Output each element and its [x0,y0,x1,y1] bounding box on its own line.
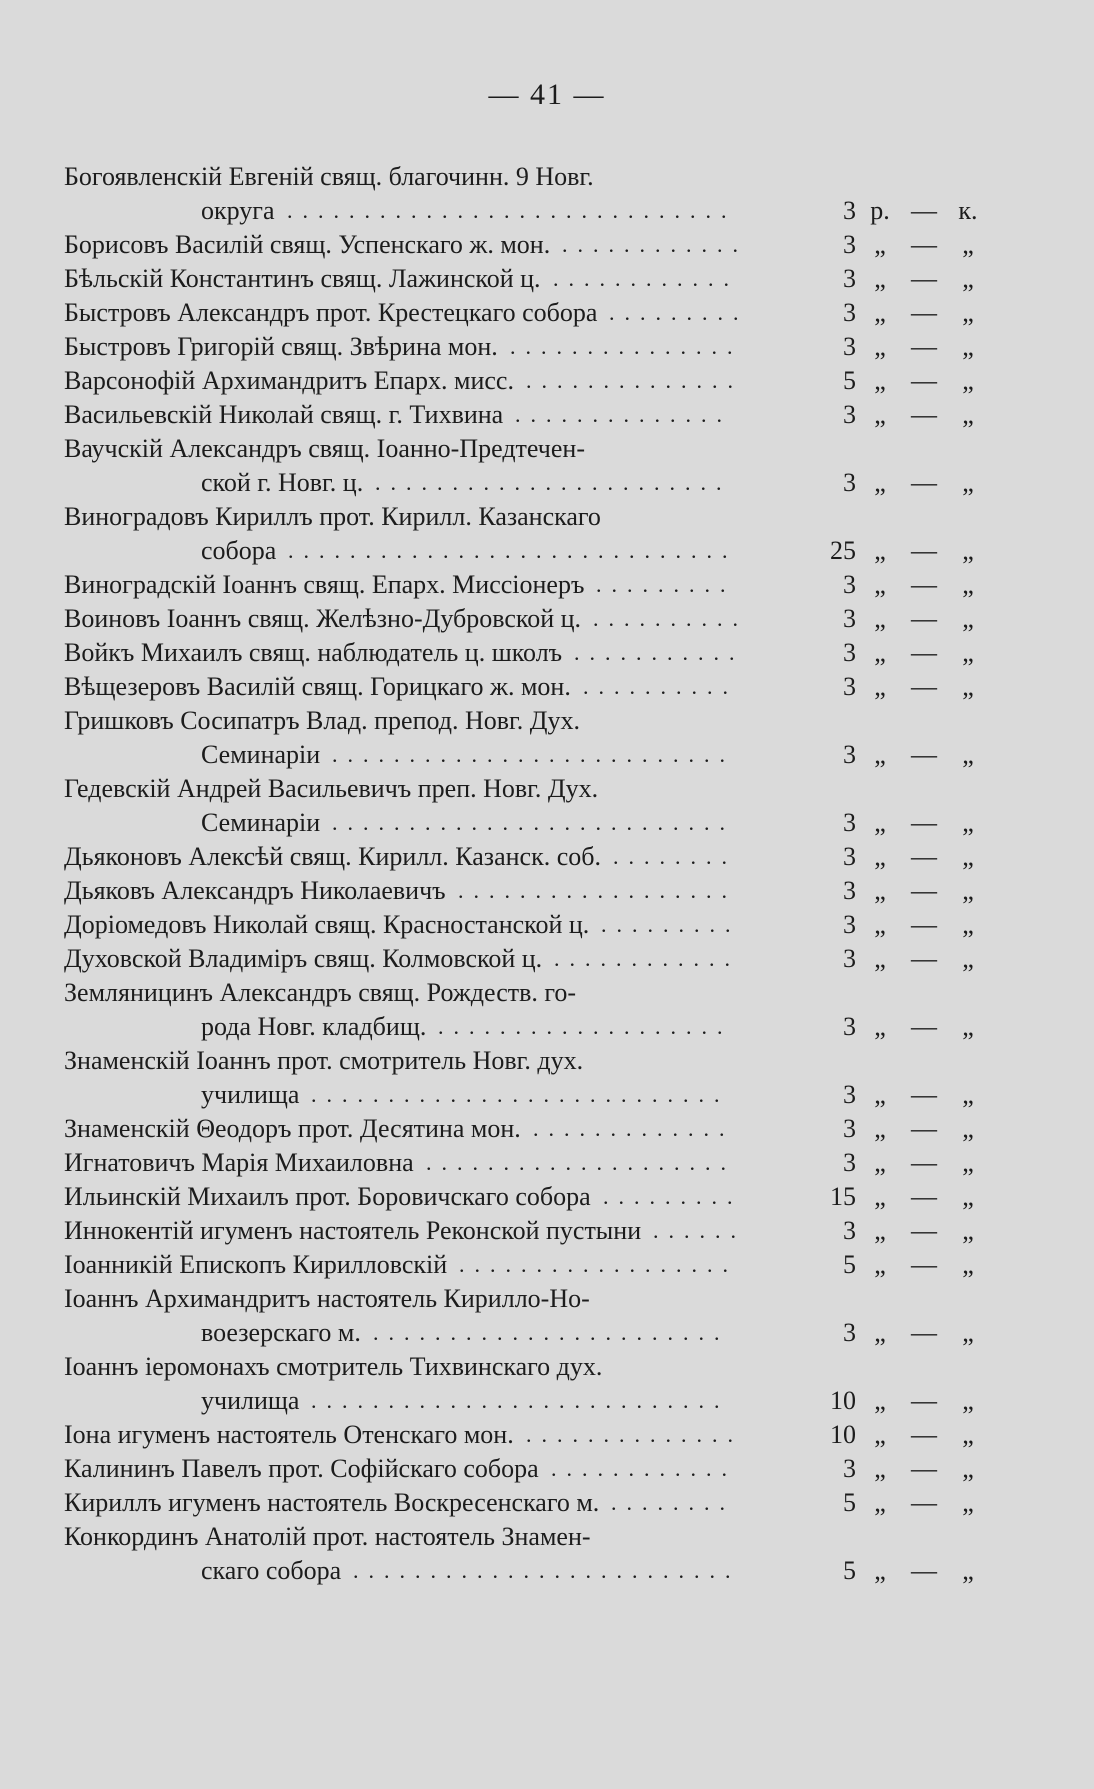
entry-amount: 3 [843,842,856,871]
entry-text: Дьяконовъ Алексѣй свящ. Кирилл. Казанск. соб. [64,842,601,871]
entry-unit-rubles: „ [874,808,886,837]
entry-amount: 5 [843,1250,856,1279]
entry-dash: — [911,638,937,667]
page-number: — 41 — [488,78,606,111]
entry-text: Виноградовъ Кириллъ прот. Кирилл. Казанскаго [64,502,601,531]
list-item [64,398,974,432]
entry-unit-kopecks: „ [962,876,974,905]
entry-text: Іона игуменъ настоятель Отенскаго мон. [64,1420,514,1449]
entry-amount: 3 [843,1012,856,1041]
entry-unit-rubles: „ [874,740,886,769]
entry-unit-kopecks: „ [962,298,974,327]
list-item [64,330,974,364]
dot-leader: ......... [603,1184,743,1209]
list-item [64,228,974,262]
entry-dash: — [911,1454,937,1483]
entry-unit-rubles: „ [874,1386,886,1415]
entry-text: Дьяковъ Александръ Николаевичъ [64,876,446,905]
entry-unit-kopecks: „ [962,230,974,259]
entry-amount: 3 [843,1318,856,1347]
list-item [64,1078,974,1112]
entry-text: собора [201,536,277,565]
entry-dash: — [911,1148,937,1177]
list-item [64,840,974,874]
entry-amount: 3 [843,298,856,327]
entry-dash: — [911,1182,937,1211]
list-item [64,1554,974,1588]
entry-text: Варсонофій Архимандритъ Епарх. мисс. [64,366,514,395]
entry-amount: 3 [843,264,856,293]
dot-leader: ....................... [375,470,732,495]
entry-unit-kopecks: „ [962,740,974,769]
entry-text: Знаменскій Іоаннъ прот. смотритель Новг. дух. [64,1046,584,1075]
list-item [64,1146,974,1180]
list-item [64,874,974,908]
dot-leader: .............. [526,368,743,393]
entry-unit-rubles: „ [874,570,886,599]
entry-unit-rubles: „ [874,1148,886,1177]
list-item [64,364,974,398]
dot-leader: ........... [574,640,745,665]
entry-dash: — [911,1386,937,1415]
entry-unit-rubles: „ [874,332,886,361]
entry-dash: — [911,298,937,327]
list-item [64,908,974,942]
entry-amount: 3 [843,332,856,361]
list-item [64,1486,974,1520]
entry-unit-rubles: „ [874,944,886,973]
entry-amount: 3 [843,808,856,837]
entry-unit-rubles: „ [874,638,886,667]
entry-unit-kopecks: „ [962,400,974,429]
entry-unit-rubles: „ [874,1420,886,1449]
list-item [64,1010,974,1044]
dot-leader: ........................... [311,1082,730,1107]
list-item [64,636,974,670]
entry-unit-kopecks: „ [962,1454,974,1483]
dot-leader: ......... [596,572,736,597]
entry-text: Доріомедовъ Николай свящ. Красностанской ц. [64,910,590,939]
entry-unit-kopecks: „ [962,672,974,701]
entry-unit-rubles: „ [874,842,886,871]
entry-dash: — [911,1318,937,1347]
entry-dash: — [911,910,937,939]
list-item [64,772,944,806]
entry-text: Кириллъ игуменъ настоятель Воскресенскаго м. [64,1488,600,1517]
entry-text: Быстровъ Григорій свящ. Звѣрина мон. [64,332,498,361]
list-item [64,194,978,228]
entry-text: Быстровъ Александръ прот. Крестецкаго собора [64,298,598,327]
entry-text: Бѣльскій Константинъ свящ. Лажинской ц. [64,264,541,293]
entry-unit-rubles: „ [874,366,886,395]
entry-unit-rubles: „ [874,1488,886,1517]
entry-text: Васильевскій Николай свящ. г. Тихвина [64,400,504,429]
dot-leader: .......... [583,674,738,699]
list-item [64,670,974,704]
dot-leader: ............ [562,232,748,257]
entry-amount: 3 [843,400,856,429]
entry-dash: — [911,366,937,395]
entry-amount: 10 [830,1420,856,1449]
dot-leader: ....................... [373,1320,730,1345]
list-item [64,738,974,772]
list-item [64,1452,974,1486]
dot-leader: ......................... [353,1558,741,1583]
list-item [64,1282,944,1316]
entry-unit-kopecks: „ [962,638,974,667]
donor-list [64,160,978,1588]
entry-text: Гедевскій Андрей Васильевичъ преп. Новг. Дух. [64,774,599,803]
entry-dash: — [911,400,937,429]
entry-unit-kopecks: „ [962,1148,974,1177]
entry-amount: 3 [843,740,856,769]
list-item [64,976,944,1010]
entry-text: Іоаннъ Архимандритъ настоятель Кирилло-Но- [64,1284,590,1313]
entry-unit-rubles: „ [874,1080,886,1109]
entry-text: Иннокентій игуменъ настоятель Реконской пустыни [64,1216,642,1245]
dot-leader: ............ [554,946,740,971]
entry-amount: 3 [843,1148,856,1177]
entry-amount: 3 [843,1216,856,1245]
entry-dash: — [911,1250,937,1279]
entry-dash: — [911,944,937,973]
entry-unit-rubles: „ [874,672,886,701]
entry-text: Ваучскій Александръ свящ. Іоанно-Предтечен- [64,434,585,463]
entry-text: Семинаріи [201,740,321,769]
list-item [64,1214,974,1248]
entry-unit-kopecks: „ [962,944,974,973]
dot-leader: ............................. [288,538,738,563]
entry-dash: — [911,1080,937,1109]
entry-text: Войкъ Михаилъ свящ. наблюдатель ц. школъ [64,638,563,667]
list-item [64,500,944,534]
entry-text: Игнатовичъ Марія Михаиловна [64,1148,414,1177]
entry-text: Іоанникій Епископъ Кирилловскій [64,1250,448,1279]
list-item [64,704,944,738]
entry-text: Вѣщезеровъ Василій свящ. Горицкаго ж. мон. [64,672,571,701]
entry-unit-kopecks: „ [962,604,974,633]
list-item [64,568,974,602]
entry-dash: — [911,604,937,633]
list-item [64,534,974,568]
list-item [64,1384,974,1418]
dot-leader: .............. [526,1422,743,1447]
entry-text: училища [201,1386,300,1415]
dot-leader: ......... [609,300,749,325]
entry-amount: 5 [843,1556,856,1585]
entry-unit-kopecks: „ [962,536,974,565]
entry-unit-rubles: „ [874,1318,886,1347]
entry-text: Богоявленскій Евгеній свящ. благочинн. 9 Новг. [64,162,594,191]
list-item [64,1248,974,1282]
entry-amount: 3 [843,196,856,225]
entry-unit-kopecks: „ [962,1012,974,1041]
entry-text: Семинаріи [201,808,321,837]
entry-text: Ильинскій Михаилъ прот. Боровичскаго собора [64,1182,591,1211]
entry-dash: — [911,230,937,259]
entry-amount: 5 [843,366,856,395]
dot-leader: ......... [601,912,741,937]
list-item [64,1418,974,1452]
entry-unit-kopecks: „ [962,366,974,395]
entry-amount: 3 [843,876,856,905]
entry-text: училища [201,1080,300,1109]
entry-text: Іоаннъ іеромонахъ смотритель Тихвинскаго дух. [64,1352,603,1381]
dot-leader: ...... [653,1218,746,1243]
entry-unit-kopecks: „ [962,1386,974,1415]
entry-dash: — [911,536,937,565]
entry-unit-rubles: „ [874,1182,886,1211]
entry-dash: — [911,332,937,361]
entry-amount: 3 [843,468,856,497]
entry-dash: — [911,1012,937,1041]
entry-amount: 15 [830,1182,856,1211]
entry-unit-kopecks: „ [962,1318,974,1347]
list-item [64,466,974,500]
entry-dash: — [911,570,937,599]
dot-leader: ............................. [287,198,737,223]
entry-amount: 3 [843,230,856,259]
list-item [64,262,974,296]
entry-unit-rubles: „ [874,876,886,905]
entry-amount: 5 [843,1488,856,1517]
entry-text: Конкординъ Анатолій прот. настоятель Знамен- [64,1522,591,1551]
entry-unit-kopecks: к. [958,196,978,225]
entry-unit-kopecks: „ [962,808,974,837]
list-item [64,1180,974,1214]
entry-text: Гришковъ Сосипатръ Влад. препод. Новг. Дух. [64,706,581,735]
entry-amount: 10 [830,1386,856,1415]
entry-dash: — [911,808,937,837]
entry-amount: 3 [843,570,856,599]
entry-unit-rubles: р. [870,196,890,225]
entry-unit-rubles: „ [874,264,886,293]
entry-dash: — [911,672,937,701]
entry-unit-kopecks: „ [962,570,974,599]
list-item [64,296,974,330]
entry-dash: — [911,1488,937,1517]
entry-text: Духовской Владиміръ свящ. Колмовской ц. [64,944,543,973]
entry-text: Знаменскій Θеодоръ прот. Десятина мон. [64,1114,521,1143]
entry-unit-rubles: „ [874,1216,886,1245]
entry-amount: 3 [843,1454,856,1483]
dot-leader: ........ [611,1490,735,1515]
dot-leader: ................... [438,1014,733,1039]
dot-leader: .............. [515,402,732,427]
entry-unit-kopecks: „ [962,910,974,939]
dot-leader: .......... [593,606,748,631]
entry-unit-kopecks: „ [962,264,974,293]
entry-dash: — [911,1556,937,1585]
entry-unit-kopecks: „ [962,1080,974,1109]
entry-dash: — [911,196,937,225]
entry-amount: 3 [843,638,856,667]
entry-text: Борисовъ Василій свящ. Успенскаго ж. мон. [64,230,551,259]
entry-unit-kopecks: „ [962,1182,974,1211]
entry-dash: — [911,264,937,293]
dot-leader: .................. [459,1252,738,1277]
entry-dash: — [911,468,937,497]
list-item [64,806,974,840]
entry-unit-kopecks: „ [962,1420,974,1449]
list-item [64,1044,944,1078]
dot-leader: .......................... [332,810,735,835]
dot-leader: ............. [533,1116,735,1141]
dot-leader: .................... [426,1150,736,1175]
entry-unit-rubles: „ [874,298,886,327]
entry-text: Виноградскій Іоаннъ свящ. Епарх. Миссіонеръ [64,570,585,599]
entry-unit-rubles: „ [874,230,886,259]
entry-unit-rubles: „ [874,468,886,497]
entry-unit-kopecks: „ [962,468,974,497]
entry-unit-kopecks: „ [962,332,974,361]
dot-leader: ........ [613,844,737,869]
list-item [64,1520,944,1554]
list-item [64,1350,944,1384]
entry-dash: — [911,1420,937,1449]
list-item [64,160,944,194]
dot-leader: .................. [458,878,737,903]
entry-dash: — [911,842,937,871]
entry-text: скаго собора [201,1556,342,1585]
entry-amount: 3 [843,1114,856,1143]
entry-unit-kopecks: „ [962,1250,974,1279]
list-item [64,942,974,976]
entry-text: Воиновъ Іоаннъ свящ. Желѣзно-Дубровской ц. [64,604,582,633]
entry-unit-rubles: „ [874,1250,886,1279]
entry-dash: — [911,1216,937,1245]
entry-text: рода Новг. кладбищ. [201,1012,427,1041]
entry-unit-kopecks: „ [962,1114,974,1143]
dot-leader: ............ [553,266,739,291]
list-item [64,432,944,466]
entry-text: ской г. Новг. ц. [201,468,364,497]
entry-unit-kopecks: „ [962,842,974,871]
list-item [64,1316,974,1350]
dot-leader: .......................... [332,742,735,767]
entry-unit-rubles: „ [874,1454,886,1483]
entry-unit-kopecks: „ [962,1556,974,1585]
entry-unit-rubles: „ [874,1556,886,1585]
dot-leader: ............... [510,334,743,359]
entry-unit-rubles: „ [874,536,886,565]
entry-text: округа [201,196,275,225]
entry-unit-kopecks: „ [962,1216,974,1245]
entry-amount: 25 [830,536,856,565]
list-item [64,1112,974,1146]
entry-amount: 3 [843,604,856,633]
entry-amount: 3 [843,672,856,701]
dot-leader: ............ [551,1456,737,1481]
entry-unit-kopecks: „ [962,1488,974,1517]
dot-leader: ........................... [311,1388,730,1413]
entry-amount: 3 [843,944,856,973]
entry-unit-rubles: „ [874,604,886,633]
entry-unit-rubles: „ [874,400,886,429]
entry-text: Земляницинъ Александръ свящ. Рождеств. го- [64,978,577,1007]
list-item [64,602,974,636]
entry-unit-rubles: „ [874,910,886,939]
entry-text: воезерскаго м. [201,1318,361,1347]
entry-unit-rubles: „ [874,1012,886,1041]
entry-text: Калининъ Павелъ прот. Софійскаго собора [64,1454,539,1483]
entry-dash: — [911,876,937,905]
entry-dash: — [911,740,937,769]
entry-amount: 3 [843,1080,856,1109]
entry-amount: 3 [843,910,856,939]
entry-unit-rubles: „ [874,1114,886,1143]
entry-dash: — [911,1114,937,1143]
